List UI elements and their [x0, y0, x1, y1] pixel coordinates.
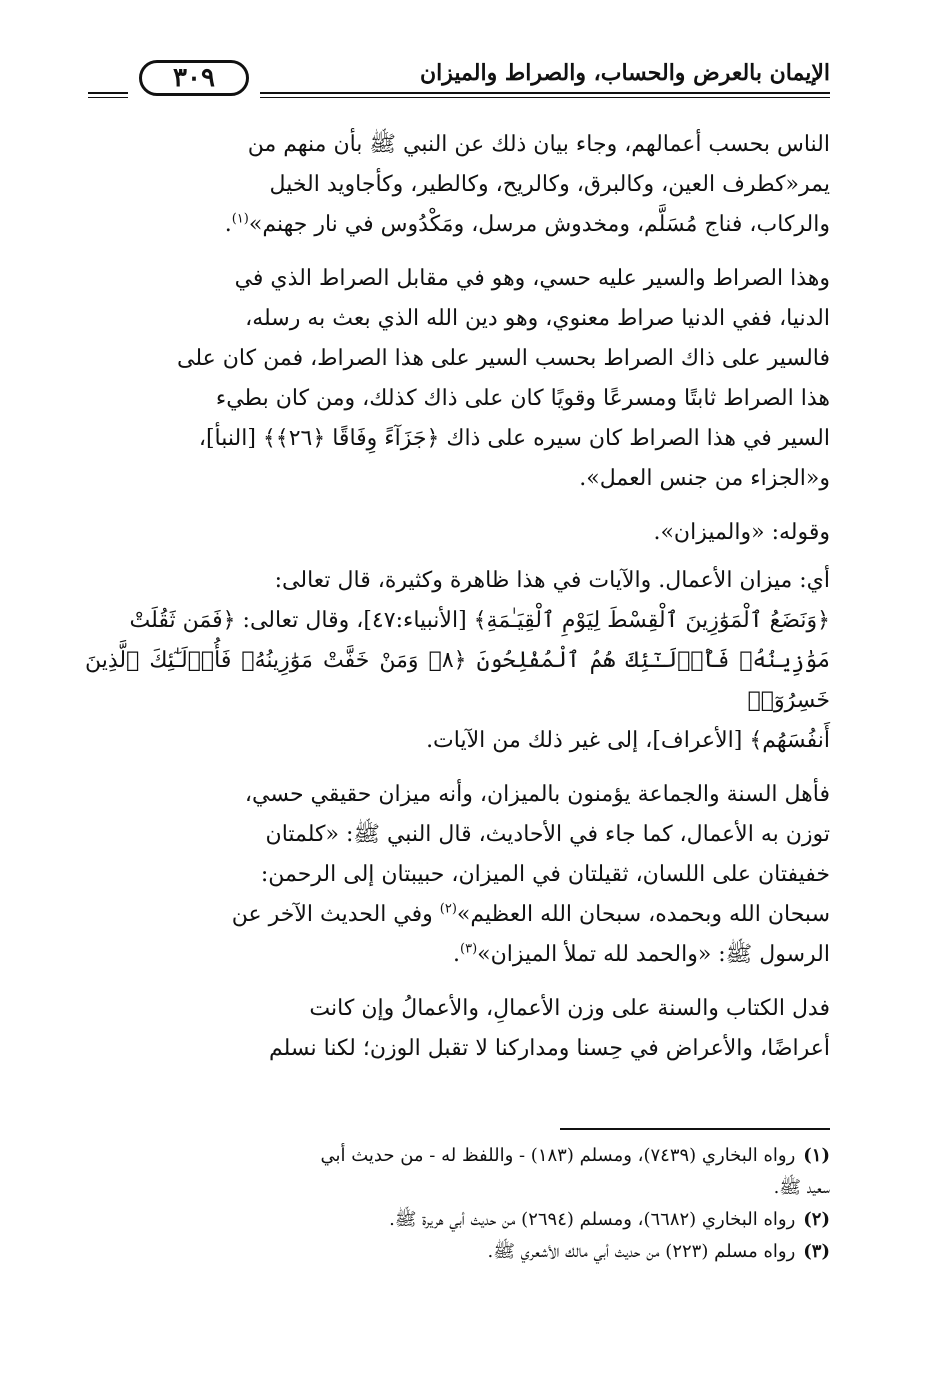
paragraph-6: فدل الكتاب والسنة على وزن الأعمالِ، والأعمالُ وإن كانت أعراضًا، والأعراض في حِسنا ومداركنا لا تقبل الوزن؛ لكنا نسلم	[268, 996, 830, 1061]
paragraph-5-text: فأهل السنة والجماعة يؤمنون بالميزان، وأنه ميزان حقيقي حسي، توزن به الأعمال، كما جاء في الأحاديث، قال النبي ﷺ: «كلمتان خفيفتان على اللسان، ثقيلتان في الميزان، حبيبتان إلى الرحمن: سبحان الله وبحمده، سبحان الله العظيم»	[244, 782, 830, 927]
paragraph-3: وقوله: «والميزان».	[653, 520, 830, 545]
page-number-frame	[139, 60, 249, 96]
paragraph-1-text: الناس بحسب أعمالهم، وجاء بيان ذلك عن النبي ﷺ بأن منهم من يمر«كطرف العين، وكالبرق، وكالريح، وكالطير، وكأجاويد الخيل والركاب، فناج مُسَلَّم، ومخدوش مرسل، ومَكْدُوس في نار جهنم»	[247, 132, 830, 237]
footnote-ref-3: (٣)	[460, 941, 478, 957]
footnote-separator	[560, 1128, 830, 1130]
page-header	[88, 50, 830, 112]
paragraph-1-end: .	[224, 212, 232, 237]
footnote-2	[85, 1204, 830, 1236]
footnote-1	[85, 1140, 830, 1204]
page-number: ٣٠٩	[173, 63, 215, 93]
paragraph-5	[85, 775, 830, 975]
footnote-2-text: رواه البخاري (٦٦٨٢)، ومسلم (٢٦٩٤) من حديث أبي هريرة ﷺ.	[389, 1209, 796, 1230]
footnote-ref-2: (٢)	[439, 901, 457, 917]
footnotes	[85, 1140, 830, 1268]
running-title: الإيمان بالعرض والحساب، والصراط والميزان	[420, 60, 830, 86]
paragraph-5-end: .	[453, 942, 460, 967]
paragraph-2: وهذا الصراط والسير عليه حسي، وهو في مقابل الصراط الذي في الدنيا، ففي الدنيا صراط معنوي، وهو دين الله الذي بعث به رسله، فالسير على ذاك الصراط بحسب السير على هذا الصراط، فمن كان على هذا الصراط ثابتًا ومسرعًا وقويًا كان على ذاك كذلك، ومن كان بطيء السير في هذا الصراط كان سيره على ذاك ﴿جَزَآءً وِفَاقًا ﴿٢٦﴾﴾ [النبأ]، و«الجزاء من جنس العمل».	[177, 266, 830, 491]
footnote-2-number: (٢)	[803, 1209, 830, 1230]
main-text	[85, 125, 830, 1083]
footnote-3-number: (٣)	[803, 1241, 830, 1262]
page-number-badge	[128, 56, 260, 100]
paragraph-5-middle: وفي الحديث الآخر عن الرسول ﷺ: «والحمد لله تملأ الميزان»	[231, 902, 830, 967]
paragraph-4: أي: ميزان الأعمال. والآيات في هذا ظاهرة وكثيرة، قال تعالى: ﴿وَنَضَعُ ٱلْمَوَٰزِينَ ٱلْقِسْطَ لِيَوْمِ ٱلْقِيَـٰمَةِ﴾ [الأنبياء:٤٧]، وقال تعالى: ﴿فَمَن ثَقُلَتْ مَوَٰزِينُهُۥ فَأُو۟لَـٰٓئِكَ هُمُ ٱلْمُفْلِحُونَ ﴿٨﴾ وَمَنْ خَفَّتْ مَوَٰزِينُهُۥ فَأُو۟لَـٰٓئِكَ ٱلَّذِينَ خَسِرُوٓا۟ أَنفُسَهُم﴾ [الأعراف]، إلى غير ذلك من الآيات.	[85, 568, 830, 753]
footnote-3-text: رواه مسلم (٢٢٣) من حديث أبي مالك الأشعري ﷺ.	[487, 1241, 796, 1262]
footnote-1-number: (١)	[803, 1145, 830, 1166]
footnote-1-text: رواه البخاري (٧٤٣٩)، ومسلم (١٨٣) - واللفظ له - من حديث أبي سعيد ﷺ.	[320, 1145, 830, 1198]
paragraph-1	[85, 125, 830, 245]
footnote-ref-1: (١)	[231, 211, 249, 227]
footnote-3	[85, 1236, 830, 1268]
